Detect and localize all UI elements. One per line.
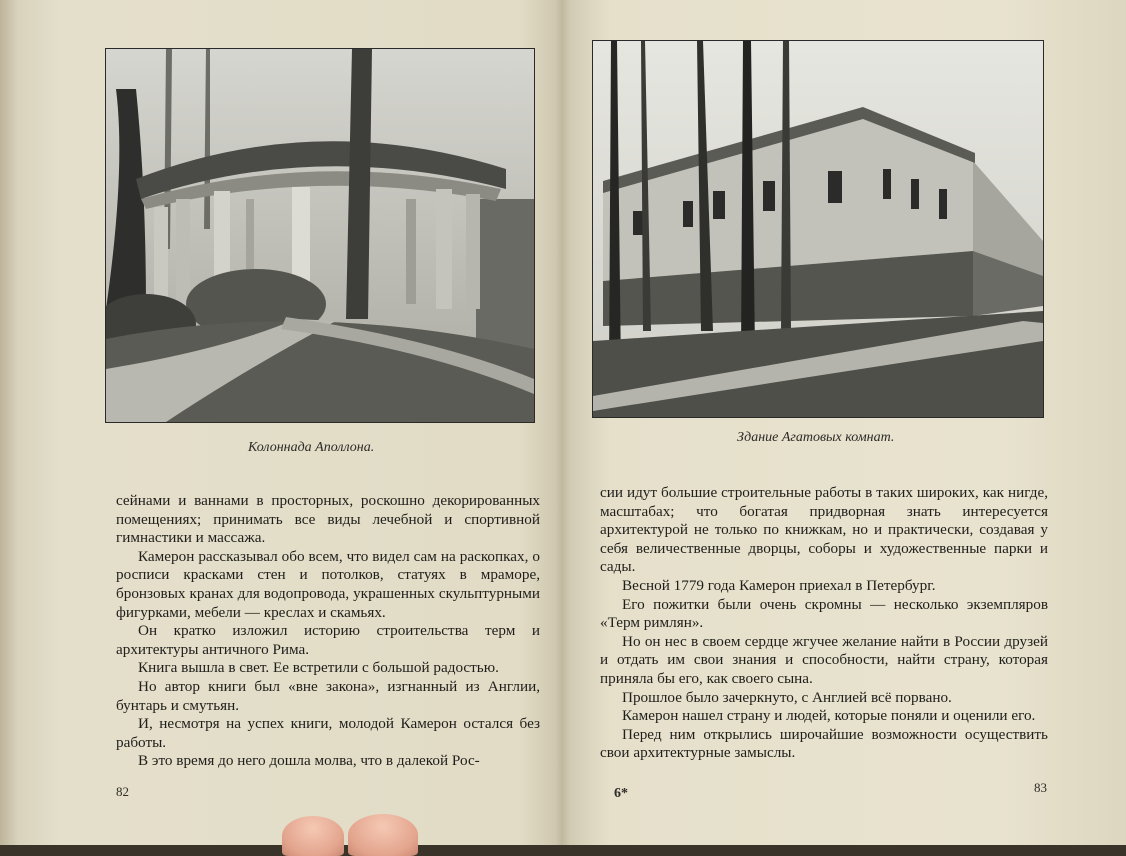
right-page-text <box>600 484 1048 763</box>
paragraph: Он кратко изложил историю строительства терм и архитектуры античного Рима. <box>116 622 540 658</box>
paragraph: Весной 1779 года Камерон приехал в Петербург. <box>622 576 936 594</box>
paragraph: Камерон рассказывал обо всем, что видел сам на раскопках, о росписи красками стен и потолков, статуях в мраморе, бронзовых кранах для водопровода, украшенных скульптурными фигурками, мебели — креслах и скамьях. <box>116 547 540 621</box>
agate-rooms-photo <box>592 40 1044 418</box>
right-page <box>562 0 1126 845</box>
paragraph: В это время до него дошла молва, что в далекой Рос- <box>138 752 480 770</box>
left-photo-caption: Колоннада Аполлона. <box>248 440 375 455</box>
page-number: 82 <box>116 784 129 799</box>
paragraph: И, несмотря на успех книги, молодой Камерон остался без работы. <box>116 715 540 751</box>
building-illustration <box>593 41 1043 417</box>
colonnade-illustration <box>106 49 534 422</box>
paragraph: Но автор книги был «вне закона», изгнанный из Англии, бунтарь и смутьян. <box>116 677 540 714</box>
paragraph: Его пожитки были очень скромны — несколько экземпляров «Терм римлян». <box>600 595 1048 632</box>
page-number: 83 <box>1034 780 1047 795</box>
paragraph: Прошлое было зачеркнуто, с Англией всё порвано. <box>622 688 952 706</box>
paragraph: сии идут большие строительные работы в таких широких, как нигде, масштабах; что богатая придворная знать интересуется архитектурой не только по книжкам, но и практически, создавая у себя величественные дворцы, соборы и художественные парки и сады. <box>600 484 1048 576</box>
finger <box>348 814 418 856</box>
left-page <box>0 0 562 845</box>
finger <box>282 816 344 856</box>
paragraph: Камерон нашел страну и людей, которые поняли и оценили его. <box>622 707 1036 725</box>
signature-mark: 6* <box>614 786 628 801</box>
left-page-text <box>116 492 540 771</box>
colonnade-photo <box>105 48 535 423</box>
paragraph: Но он нес в своем сердце жгучее желание найти в России друзей и отдать им свои знания и способности, найти страну, которая приняла бы его, как своего сына. <box>600 632 1048 687</box>
paragraph: Книга вышла в свет. Ее встретили с большой радостью. <box>138 659 499 677</box>
right-photo-caption: Здание Агатовых комнат. <box>737 430 895 445</box>
paragraph: сейнами и ваннами в просторных, роскошно декорированных помещениях; принимать все виды лечебной и спортивной гимнастики и массажа. <box>116 492 540 547</box>
paragraph: Перед ним открылись широчайшие возможности осуществить свои архитектурные замыслы. <box>600 725 1048 762</box>
